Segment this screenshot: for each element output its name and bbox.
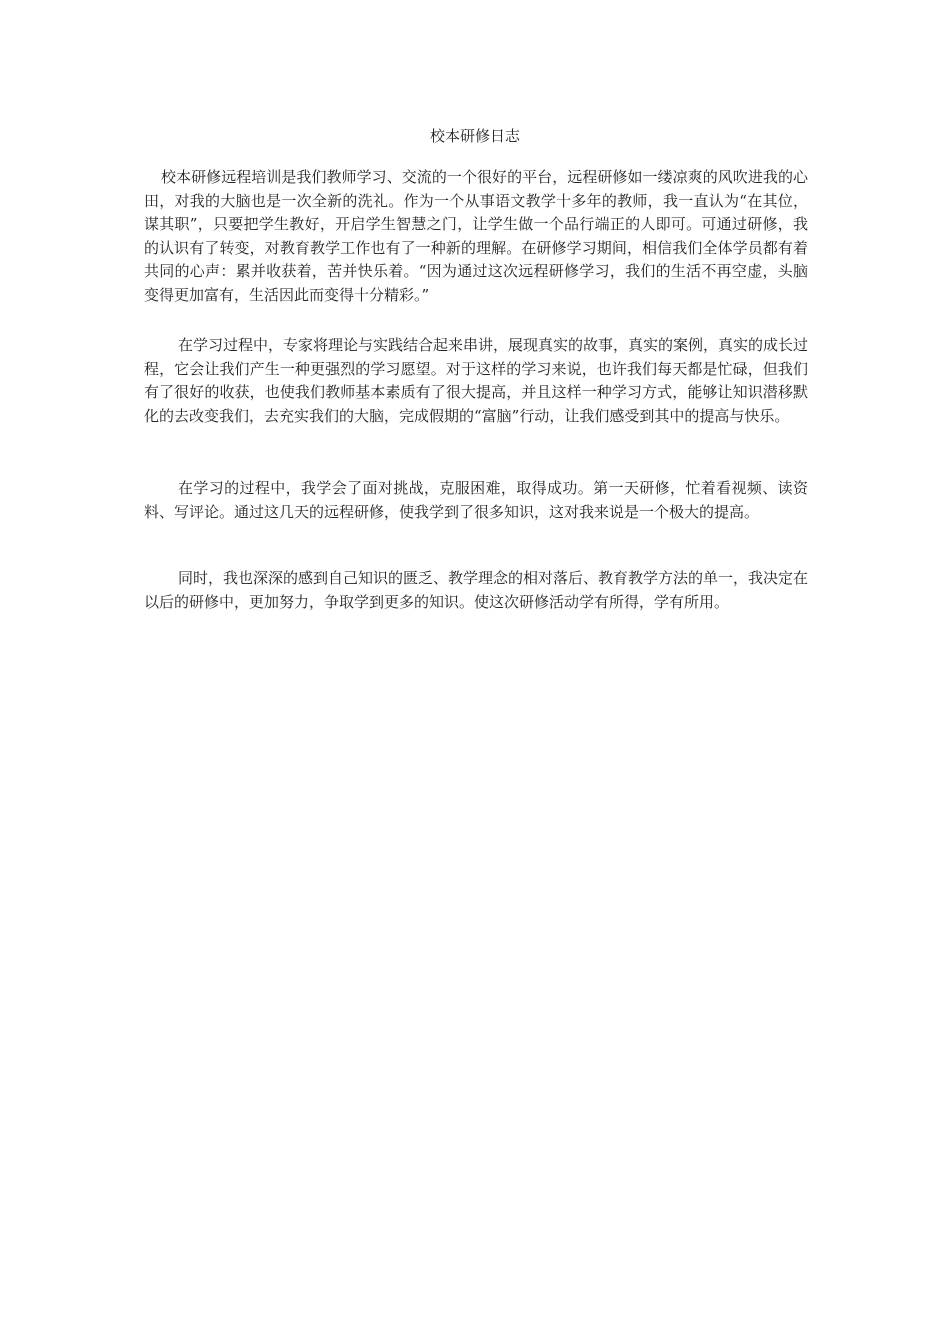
document-title: 校本研修日志 bbox=[429, 127, 520, 145]
paragraph-2: 在学习过程中，专家将理论与实践结合起来串讲，展现真实的故事，真实的案例，真实的成长过程，它会让我们产生一种更强烈的学习愿望。对于这样的学习来说，也许我们每天都是忙碌，但我们有了很好的收获，也使我们教师基本素质有了很大提高，并且这样一种学习方式，能够让知识潜移默化的去改变我们，去充实我们的大脑，完成假期的“富脑”行动，让我们感受到其中的提高与快乐。 bbox=[144, 336, 809, 425]
paragraph-1: 校本研修远程培训是我们教师学习、交流的一个很好的平台，远程研修如一缕凉爽的风吹进我的心田，对我的大脑也是一次全新的洗礼。作为一个从事语文教学十多年的教师，我一直认为“在其位，谋其职”，只要把学生教好，开启学生智慧之门，让学生做一个品行端正的人即可。可通过研修，我的认识有了转变，对教育教学工作也有了一种新的理解。在研修学习期间，相信我们全体学员都有着共同的心声：累并收获着，苦并快乐着。“因为通过这次远程研修学习，我们的生活不再空虚，头脑变得更加富有，生活因此而变得十分精彩。” bbox=[144, 168, 808, 304]
paragraph-3: 在学习的过程中，我学会了面对挑战，克服困难，取得成功。第一天研修，忙着看视频、读资料、写评论。通过这几天的远程研修，使我学到了很多知识，这对我来说是一个极大的提高。 bbox=[144, 479, 808, 521]
paragraph-4: 同时，我也深深的感到自己知识的匮乏、教学理念的相对落后、教育教学方法的单一，我决定在以后的研修中，更加努力，争取学到更多的知识。使这次研修活动学有所得，学有所用。 bbox=[144, 569, 809, 611]
